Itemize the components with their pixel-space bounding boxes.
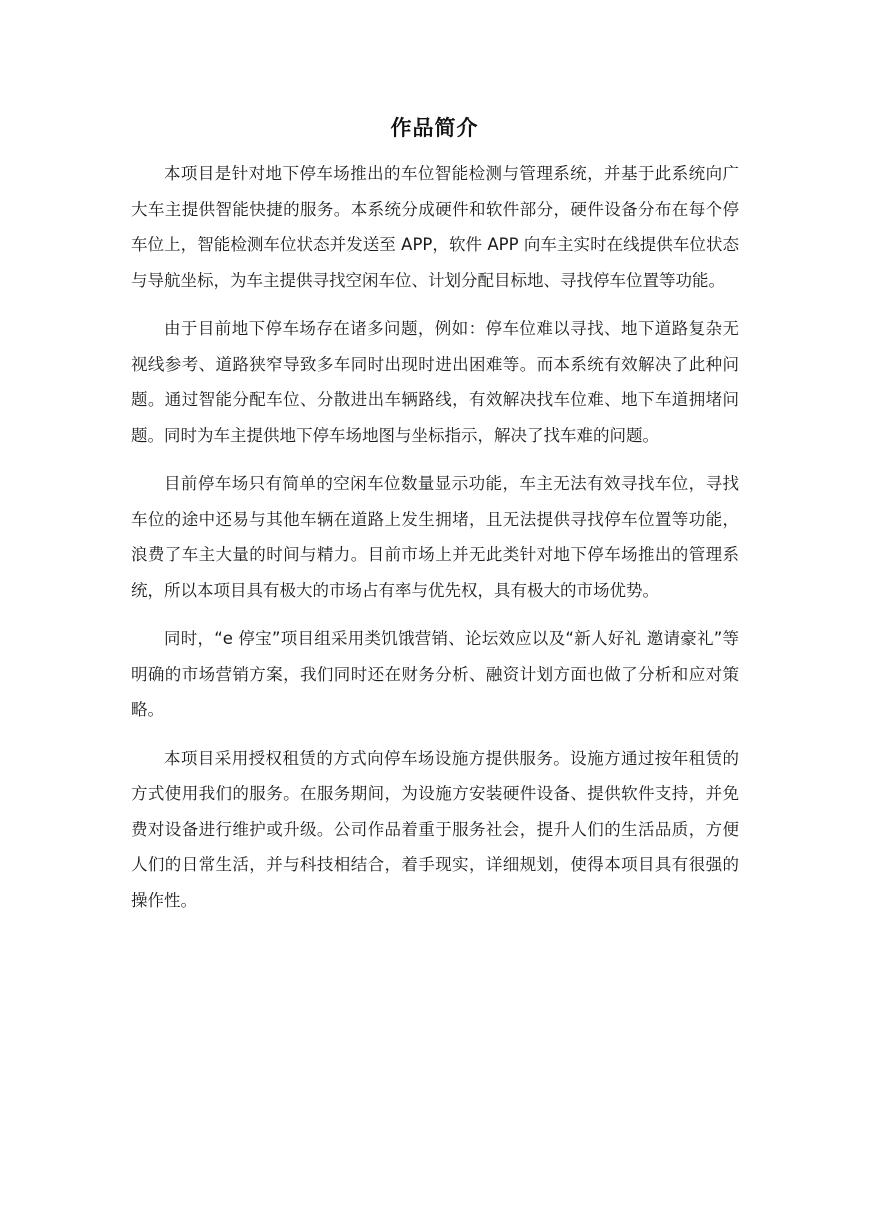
paragraph-3: 目前停车场只有简单的空闲车位数量显示功能，车主无法有效寻找车位，寻找车位的途中还易与其他车辆在道路上发生拥堵，且无法提供寻找停车位置等功能，浪费了车主大量的时间与精力。目前市场上并无此类针对地下停车场推出的管理系统，所以本项目具有极大的市场占有率与优先权，具有极大的市场优势。 — [131, 474, 739, 600]
page-title: 作品简介 — [390, 116, 479, 140]
paragraph-4: 同时，“e 停宝”项目组采用类饥饿营销、论坛效应以及“新人好礼 邀请豪礼”等明确的市场营销方案，我们同时还在财务分析、融资计划方面也做了分析和应对策略。 — [131, 629, 739, 719]
paragraph-5: 本项目采用授权租赁的方式向停车场设施方提供服务。设施方通过按年租赁的方式使用我们的服务。在服务期间，为设施方安装硬件设备、提供软件支持，并免费对设备进行维护或升级。公司作品着重于服务社会，提升人们的生活品质，方便人们的日常生活，并与科技相结合，着手现实，详细规划，使得本项目具有很强的操作性。 — [131, 748, 739, 910]
paragraph-2: 由于目前地下停车场存在诸多问题，例如：停车位难以寻找、地下道路复杂无视线参考、道路狭窄导致多车同时出现时进出困难等。而本系统有效解决了此种问题。通过智能分配车位、分散进出车辆路线，有效解决找车位难、地下车道拥堵问题。同时为车主提供地下停车场地图与坐标指示，解决了找车难的问题。 — [131, 319, 739, 445]
paragraph-1: 本项目是针对地下停车场推出的车位智能检测与管理系统，并基于此系统向广大车主提供智能快捷的服务。本系统分成硬件和软件部分，硬件设备分布在每个停车位上，智能检测车位状态并发送至 APP，软件 APP 向车主实时在线提供车位状态与导航坐标，为车主提供寻找空闲车位、计划分配目标地、寻找停车位置等功能。 — [131, 164, 739, 290]
document-body — [131, 156, 739, 931]
